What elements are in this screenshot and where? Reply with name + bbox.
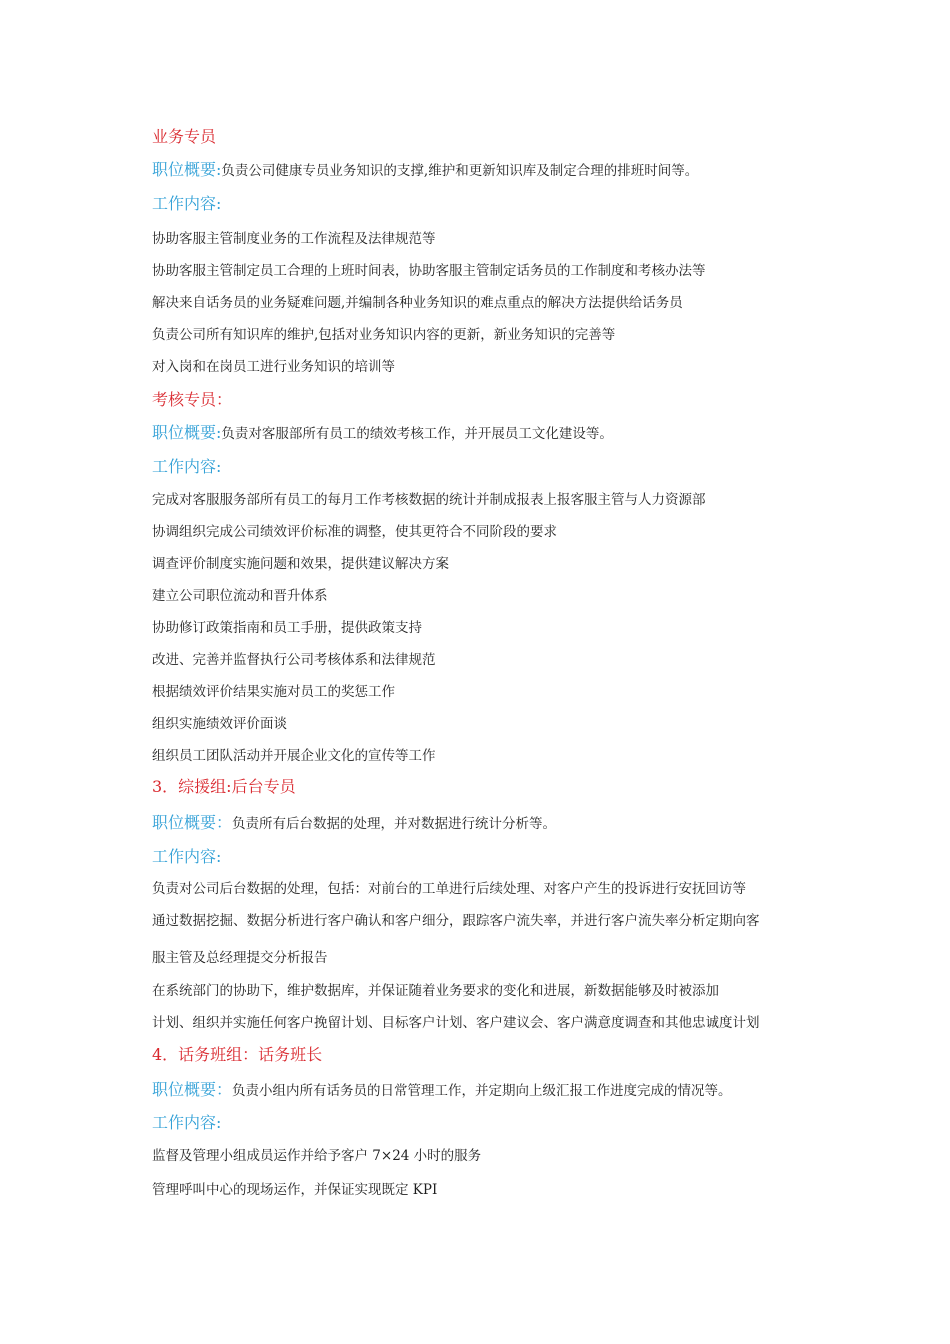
- list-item: 完成对客服服务部所有员工的每月工作考核数据的统计并制成报表上报客服主管与人力资源部: [152, 492, 706, 508]
- content-label: 工作内容:: [152, 847, 222, 866]
- content-label: 工作内容:: [152, 1113, 222, 1132]
- overview-label: 职位概要:: [152, 160, 222, 179]
- overview-label: 职位概要:: [152, 423, 222, 442]
- section-title: 3．综援组:后台专员: [152, 777, 296, 796]
- section-title: 考核专员：: [152, 390, 233, 409]
- list-item: 计划、组织并实施任何客户挽留计划、目标客户计划、客户建议会、客户满意度调查和其他忠诚度计划: [152, 1015, 760, 1031]
- section-title: 业务专员: [152, 127, 217, 146]
- list-item: 监督及管理小组成员运作并给予客户 7×24 小时的服务: [152, 1148, 482, 1164]
- overview-line: [152, 813, 556, 834]
- content-label: 工作内容:: [152, 194, 222, 213]
- list-item: 建立公司职位流动和晋升体系: [152, 588, 328, 604]
- list-item: 对入岗和在岗员工进行业务知识的培训等: [152, 359, 395, 375]
- overview-line: [152, 423, 613, 444]
- list-item: 组织员工团队活动并开展企业文化的宣传等工作: [152, 748, 436, 764]
- section-title: 4．话务班组：话务班长: [152, 1045, 323, 1064]
- list-item: 协助客服主管制定员工合理的上班时间表，协助客服主管制定话务员的工作制度和考核办法等: [152, 263, 706, 279]
- overview-label: 职位概要：: [152, 813, 233, 832]
- list-item: 管理呼叫中心的现场运作，并保证实现既定 KPI: [152, 1182, 438, 1198]
- list-item: 负责公司所有知识库的维护,包括对业务知识内容的更新，新业务知识的完善等: [152, 327, 616, 343]
- list-item: 服主管及总经理提交分析报告: [152, 950, 328, 966]
- list-item: 改进、完善并监督执行公司考核体系和法律规范: [152, 652, 436, 668]
- list-item: 负责对公司后台数据的处理，包括：对前台的工单进行后续处理、对客户产生的投诉进行安抚回访等: [152, 881, 746, 897]
- overview-text: 负责对客服部所有员工的绩效考核工作，并开展员工文化建设等。: [221, 426, 613, 442]
- content-label: 工作内容:: [152, 457, 222, 476]
- overview-text: 负责公司健康专员业务知识的支撑,维护和更新知识库及制定合理的排班时间等。: [221, 163, 699, 179]
- list-item: 通过数据挖掘、数据分析进行客户确认和客户细分，跟踪客户流失率，并进行客户流失率分析定期向客: [152, 913, 760, 929]
- overview-line: [152, 160, 698, 181]
- list-item: 协助客服主管制度业务的工作流程及法律规范等: [152, 231, 436, 247]
- list-item: 调查评价制度实施问题和效果，提供建议解决方案: [152, 556, 449, 572]
- list-item: 在系统部门的协助下，维护数据库，并保证随着业务要求的变化和进展，新数据能够及时被添加: [152, 983, 719, 999]
- list-item: 解决来自话务员的业务疑难问题,并编制各种业务知识的难点重点的解决方法提供给话务员: [152, 295, 683, 311]
- list-item: 协调组织完成公司绩效评价标准的调整，使其更符合不同阶段的要求: [152, 524, 557, 540]
- list-item: 根据绩效评价结果实施对员工的奖惩工作: [152, 684, 395, 700]
- list-item: 组织实施绩效评价面谈: [152, 716, 287, 732]
- overview-label: 职位概要：: [152, 1080, 233, 1099]
- overview-text: 负责所有后台数据的处理，并对数据进行统计分析等。: [232, 816, 557, 832]
- overview-text: 负责小组内所有话务员的日常管理工作，并定期向上级汇报工作进度完成的情况等。: [232, 1083, 732, 1099]
- list-item: 协助修订政策指南和员工手册，提供政策支持: [152, 620, 422, 636]
- overview-line: [152, 1080, 732, 1101]
